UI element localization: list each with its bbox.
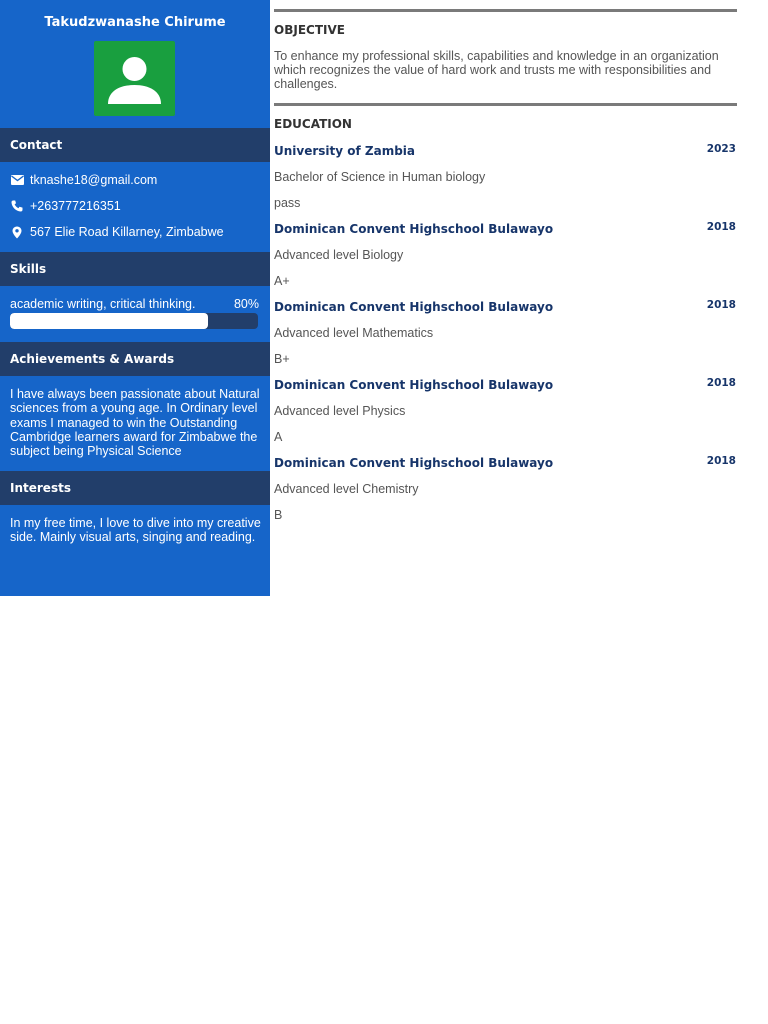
education-year: 2018 <box>706 221 736 233</box>
email-text: tknashe18@gmail.com <box>30 173 158 187</box>
address-row <box>10 225 224 239</box>
map-pin-icon <box>10 225 24 239</box>
education-year: 2018 <box>706 299 736 311</box>
sidebar <box>0 0 270 596</box>
education-course: Advanced level Mathematics <box>274 326 434 340</box>
phone-icon <box>10 199 24 213</box>
candidate-name: Takudzwanashe Chirume <box>44 15 226 30</box>
objective-text: To enhance my professional skills, capabilities and knowledge in an organization which recognizes the value of hard work and trusts me with responsibilities and challenges. <box>274 49 719 91</box>
education-school: University of Zambia <box>274 144 416 158</box>
objective-title: OBJECTIVE <box>274 23 345 37</box>
education-school: Dominican Convent Highschool Bulawayo <box>274 300 554 314</box>
education-school: Dominican Convent Highschool Bulawayo <box>274 222 554 236</box>
achievements-header: Achievements & Awards <box>0 342 270 376</box>
user-icon <box>94 41 175 116</box>
skill-percent: 80% <box>233 297 259 311</box>
education-year: 2018 <box>706 377 736 389</box>
address-text: 567 Elie Road Killarney, Zimbabwe <box>30 225 224 239</box>
education-school: Dominican Convent Highschool Bulawayo <box>274 456 554 470</box>
skill-name: academic writing, critical thinking. <box>10 297 196 311</box>
education-year: 2023 <box>706 143 736 155</box>
education-grade: B <box>274 508 283 522</box>
envelope-icon <box>10 173 24 187</box>
divider <box>274 9 737 12</box>
phone-row[interactable] <box>10 199 121 213</box>
skill-progress-bar <box>10 313 258 329</box>
education-course: Bachelor of Science in Human biology <box>274 170 486 184</box>
interests-header: Interests <box>0 471 270 505</box>
avatar <box>94 41 175 116</box>
education-grade: pass <box>274 196 301 210</box>
education-grade: B+ <box>274 352 290 366</box>
email-row[interactable] <box>10 173 157 187</box>
education-grade: A <box>274 430 283 444</box>
education-course: Advanced level Physics <box>274 404 406 418</box>
education-grade: A+ <box>274 274 290 288</box>
education-course: Advanced level Chemistry <box>274 482 419 496</box>
achievements-text: I have always been passionate about Natural sciences from a young age. In Ordinary level exams I managed to win the Outstanding Cambridge learners award for Zimbabwe the subject being Physical Science <box>10 387 260 459</box>
education-course: Advanced level Biology <box>274 248 404 262</box>
divider <box>274 103 737 106</box>
skills-header: Skills <box>0 252 270 286</box>
contact-header: Contact <box>0 128 270 162</box>
phone-text: +263777216351 <box>30 199 121 213</box>
education-school: Dominican Convent Highschool Bulawayo <box>274 378 554 392</box>
skill-progress-fill <box>10 313 208 329</box>
interests-text: In my free time, I love to dive into my creative side. Mainly visual arts, singing and reading. <box>10 516 261 545</box>
education-year: 2018 <box>706 455 736 467</box>
education-title: EDUCATION <box>274 117 352 131</box>
